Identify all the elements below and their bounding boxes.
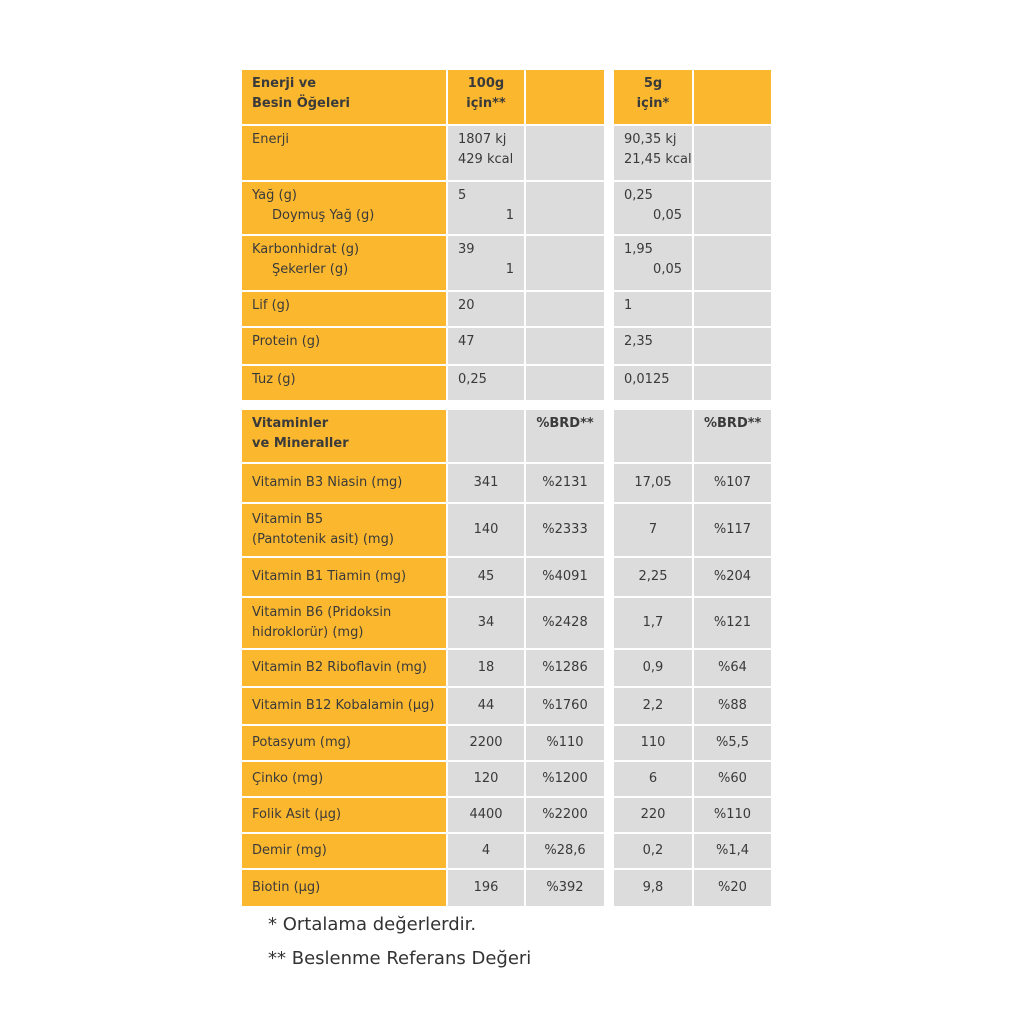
energy-row-empty: [694, 328, 771, 364]
energy-row-100g-line: 47: [458, 334, 475, 349]
vitamin-row-brd-100g: [526, 870, 604, 906]
energy-row-100g: [448, 292, 524, 326]
vitamin-row-brd-100g-line: %2200: [542, 807, 588, 822]
vitamin-row-brd-5g: [694, 870, 771, 906]
vitamin-header-brd-5g: [694, 410, 771, 462]
energy-row-empty: [694, 126, 771, 180]
vitamin-row-100g: [448, 650, 524, 686]
vitamin-row-brd-100g: [526, 834, 604, 868]
energy-row-100g-line: 39: [458, 242, 475, 257]
vitamin-row-5g-line: 6: [648, 771, 658, 786]
energy-row-5g-line: 1,95: [624, 242, 653, 257]
energy-header-100g-line: 100g: [467, 76, 505, 91]
vitamin-row-5g-line: 0,9: [642, 660, 664, 675]
energy-row-100g: [448, 236, 524, 290]
energy-row-100g: [448, 366, 524, 400]
vitamin-row-5g: [614, 504, 692, 556]
vitamin-row-brd-5g-line: %117: [713, 522, 752, 537]
energy-row-5g: [614, 236, 692, 290]
vitamin-row-brd-5g: [694, 834, 771, 868]
energy-row-5g: [614, 182, 692, 234]
energy-header-empty: [526, 70, 604, 124]
energy-header-100g: [448, 70, 524, 124]
vitamin-row-brd-100g: [526, 688, 604, 724]
vitamin-row-5g-line: 0,2: [642, 843, 664, 858]
vitamin-row-5g-line: 220: [640, 807, 666, 822]
energy-row-100g-line: 0,25: [458, 372, 487, 387]
vitamin-row-brd-5g-line: %1,4: [715, 843, 750, 858]
vitamin-row-brd-5g: [694, 504, 771, 556]
vitamin-header-brd-100g: [526, 410, 604, 462]
vitamin-row-brd-100g-line: %2428: [542, 615, 588, 630]
vitamin-row-100g: [448, 464, 524, 502]
energy-row-100g: [448, 126, 524, 180]
energy-header-5g: [614, 70, 692, 124]
vitamin-row-brd-5g-line: %110: [713, 807, 752, 822]
energy-row-label-line: Şekerler (g): [272, 262, 349, 277]
energy-row-5g: [614, 292, 692, 326]
vitamin-row-100g: [448, 504, 524, 556]
energy-row-5g-line: 1: [624, 298, 633, 313]
vitamin-row-brd-100g-line: %1286: [542, 660, 588, 675]
vitamin-row-brd-100g: [526, 726, 604, 760]
vitamin-row-brd-100g: [526, 762, 604, 796]
vitamin-row-brd-100g: [526, 598, 604, 648]
energy-row-5g-line: 0,25: [624, 188, 653, 203]
energy-row-empty: [526, 366, 604, 400]
energy-row-empty: [526, 328, 604, 364]
vitamin-row-100g-line: 341: [473, 475, 499, 490]
vitamin-row-100g: [448, 558, 524, 596]
vitamin-row-5g: [614, 598, 692, 648]
vitamin-row-brd-5g-line: %64: [718, 660, 747, 675]
vitamin-row-100g: [448, 870, 524, 906]
vitamin-row-100g: [448, 762, 524, 796]
vitamin-header-brd-5g-line: %BRD**: [704, 416, 762, 431]
vitamin-row-brd-100g: [526, 464, 604, 502]
vitamin-row-label-line: (Pantotenik asit) (mg): [252, 532, 394, 547]
vitamin-row-label: [242, 870, 446, 906]
energy-header-label: [242, 70, 446, 124]
vitamin-row-label-line: Vitamin B1 Tiamin (mg): [252, 569, 407, 584]
footnote-average: * Ortalama değerlerdir.: [268, 914, 477, 935]
vitamin-row-5g-line: 2,2: [642, 698, 664, 713]
vitamin-row-100g-line: 120: [473, 771, 499, 786]
vitamin-row-label-line: Biotin (µg): [252, 880, 321, 895]
vitamin-row-5g-line: 1,7: [642, 615, 664, 630]
vitamin-row-100g-line: 44: [477, 698, 495, 713]
energy-header-5g-line: için*: [636, 96, 670, 111]
vitamin-row-brd-5g: [694, 464, 771, 502]
vitamin-row-label: [242, 688, 446, 724]
vitamin-row-label-line: Potasyum (mg): [252, 735, 351, 750]
vitamin-row-brd-100g-line: %2333: [542, 522, 588, 537]
vitamin-row-label-line: Çinko (mg): [252, 771, 324, 786]
vitamin-row-5g-line: 110: [640, 735, 666, 750]
energy-row-label-line: Lif (g): [252, 298, 290, 313]
vitamin-row-label-line: Vitamin B2 Riboflavin (mg): [252, 660, 427, 675]
energy-header-empty: [694, 70, 771, 124]
vitamin-row-label-line: Vitamin B6 (Pridoksin: [252, 605, 392, 620]
vitamin-header-label: [242, 410, 446, 462]
footnote-reference: ** Beslenme Referans Değeri: [268, 948, 532, 969]
energy-row-empty: [526, 236, 604, 290]
energy-row-label: [242, 236, 446, 290]
energy-row-100g: [448, 182, 524, 234]
vitamin-header-empty: [614, 410, 692, 462]
vitamin-row-brd-5g-line: %121: [713, 615, 752, 630]
vitamin-header-label-line: Vitaminler: [252, 416, 329, 431]
vitamin-row-label-line: Demir (mg): [252, 843, 327, 858]
vitamin-row-label: [242, 558, 446, 596]
energy-row-100g-line: 20: [458, 298, 475, 313]
vitamin-row-100g-line: 45: [477, 569, 495, 584]
vitamin-row-5g: [614, 688, 692, 724]
vitamin-row-brd-100g-line: %110: [546, 735, 584, 750]
vitamin-row-brd-5g: [694, 558, 771, 596]
vitamin-row-label: [242, 650, 446, 686]
vitamin-row-brd-100g-line: %1200: [542, 771, 588, 786]
energy-row-100g-line: 5: [458, 188, 467, 203]
vitamin-header-label-line: ve Mineraller: [252, 436, 349, 451]
vitamin-row-brd-100g: [526, 558, 604, 596]
vitamin-row-100g-line: 2200: [469, 735, 503, 750]
vitamin-row-5g: [614, 726, 692, 760]
vitamin-row-label-line: Vitamin B12 Kobalamin (µg): [252, 698, 435, 713]
vitamin-row-100g: [448, 798, 524, 832]
energy-row-label-line: Doymuş Yağ (g): [272, 208, 375, 223]
vitamin-row-brd-5g-line: %107: [713, 475, 752, 490]
vitamin-row-label-line: Vitamin B3 Niasin (mg): [252, 475, 403, 490]
energy-header-100g-line: için**: [466, 96, 506, 111]
energy-row-100g-line: 1807 kj: [458, 132, 507, 147]
energy-row-5g-line: 90,35 kj: [624, 132, 677, 147]
vitamin-row-100g-line: 140: [473, 522, 499, 537]
vitamin-row-label: [242, 464, 446, 502]
vitamin-row-5g: [614, 762, 692, 796]
vitamin-row-brd-100g-line: %2131: [542, 475, 588, 490]
energy-row-label: [242, 328, 446, 364]
vitamin-row-label: [242, 504, 446, 556]
energy-row-5g: [614, 126, 692, 180]
energy-row-label-line: Yağ (g): [252, 188, 297, 203]
energy-row-label-line: Tuz (g): [252, 372, 296, 387]
vitamin-row-label: [242, 834, 446, 868]
vitamin-row-5g: [614, 650, 692, 686]
vitamin-row-100g: [448, 598, 524, 648]
vitamin-row-brd-5g: [694, 762, 771, 796]
energy-header-5g-line: 5g: [643, 76, 663, 91]
energy-row-5g-line: 0,05: [653, 262, 682, 277]
vitamin-row-brd-5g: [694, 598, 771, 648]
energy-row-label: [242, 292, 446, 326]
energy-header-label-line: Besin Öğeleri: [252, 96, 351, 111]
energy-row-5g: [614, 366, 692, 400]
vitamin-row-brd-100g-line: %1760: [542, 698, 588, 713]
energy-row-empty: [694, 182, 771, 234]
vitamin-row-5g-line: 2,25: [638, 569, 668, 584]
vitamin-row-5g: [614, 464, 692, 502]
energy-row-label-line: Karbonhidrat (g): [252, 242, 360, 257]
vitamin-row-5g-line: 7: [648, 522, 658, 537]
energy-row-label-line: Protein (g): [252, 334, 321, 349]
energy-row-100g: [448, 328, 524, 364]
vitamin-row-brd-100g-line: %4091: [542, 569, 588, 584]
vitamin-row-brd-5g-line: %5,5: [715, 735, 750, 750]
vitamin-row-brd-100g: [526, 798, 604, 832]
vitamin-row-brd-5g-line: %88: [718, 698, 747, 713]
energy-row-label-line: Enerji: [252, 132, 290, 147]
vitamin-row-brd-100g: [526, 650, 604, 686]
energy-header-label-line: Enerji ve: [252, 76, 317, 91]
energy-row-100g-line: 1: [505, 262, 514, 277]
energy-row-empty: [694, 366, 771, 400]
vitamin-row-brd-100g-line: %392: [546, 880, 584, 895]
energy-row-label: [242, 126, 446, 180]
vitamin-row-100g-line: 34: [477, 615, 495, 630]
vitamin-row-label: [242, 726, 446, 760]
energy-row-empty: [694, 236, 771, 290]
vitamin-row-label-line: hidroklorür) (mg): [252, 625, 364, 640]
vitamin-row-5g: [614, 558, 692, 596]
vitamin-row-label: [242, 598, 446, 648]
energy-row-5g-line: 21,45 kcal: [624, 152, 692, 167]
energy-row-5g-line: 0,05: [653, 208, 682, 223]
energy-row-empty: [526, 126, 604, 180]
vitamin-row-100g-line: 4: [481, 843, 491, 858]
vitamin-row-brd-5g: [694, 798, 771, 832]
vitamin-row-label: [242, 798, 446, 832]
vitamin-row-100g-line: 196: [473, 880, 499, 895]
energy-row-5g-line: 2,35: [624, 334, 653, 349]
vitamin-row-100g-line: 18: [477, 660, 495, 675]
energy-row-label: [242, 366, 446, 400]
vitamin-row-100g: [448, 688, 524, 724]
vitamin-row-brd-5g: [694, 650, 771, 686]
energy-row-5g: [614, 328, 692, 364]
vitamin-row-brd-5g-line: %20: [718, 880, 747, 895]
energy-row-label: [242, 182, 446, 234]
energy-row-5g-line: 0,0125: [624, 372, 670, 387]
vitamin-header-brd-100g-line: %BRD**: [536, 416, 594, 431]
vitamin-row-brd-5g-line: %204: [713, 569, 752, 584]
energy-row-empty: [694, 292, 771, 326]
vitamin-header-empty: [448, 410, 524, 462]
vitamin-row-5g-line: 17,05: [634, 475, 672, 490]
energy-row-100g-line: 1: [505, 208, 514, 223]
vitamin-row-brd-5g: [694, 688, 771, 724]
vitamin-row-label: [242, 762, 446, 796]
vitamin-row-5g-line: 9,8: [642, 880, 664, 895]
vitamin-row-5g: [614, 870, 692, 906]
vitamin-row-brd-5g-line: %60: [718, 771, 747, 786]
vitamin-row-brd-100g-line: %28,6: [544, 843, 586, 858]
energy-row-empty: [526, 182, 604, 234]
vitamin-row-brd-5g: [694, 726, 771, 760]
vitamin-row-100g-line: 4400: [469, 807, 503, 822]
vitamin-row-label-line: Folik Asit (µg): [252, 807, 342, 822]
vitamin-row-brd-100g: [526, 504, 604, 556]
vitamin-row-100g: [448, 834, 524, 868]
vitamin-row-100g: [448, 726, 524, 760]
vitamin-row-5g: [614, 798, 692, 832]
vitamin-row-5g: [614, 834, 692, 868]
energy-row-empty: [526, 292, 604, 326]
vitamin-row-label-line: Vitamin B5: [252, 512, 324, 527]
energy-row-100g-line: 429 kcal: [458, 152, 514, 167]
